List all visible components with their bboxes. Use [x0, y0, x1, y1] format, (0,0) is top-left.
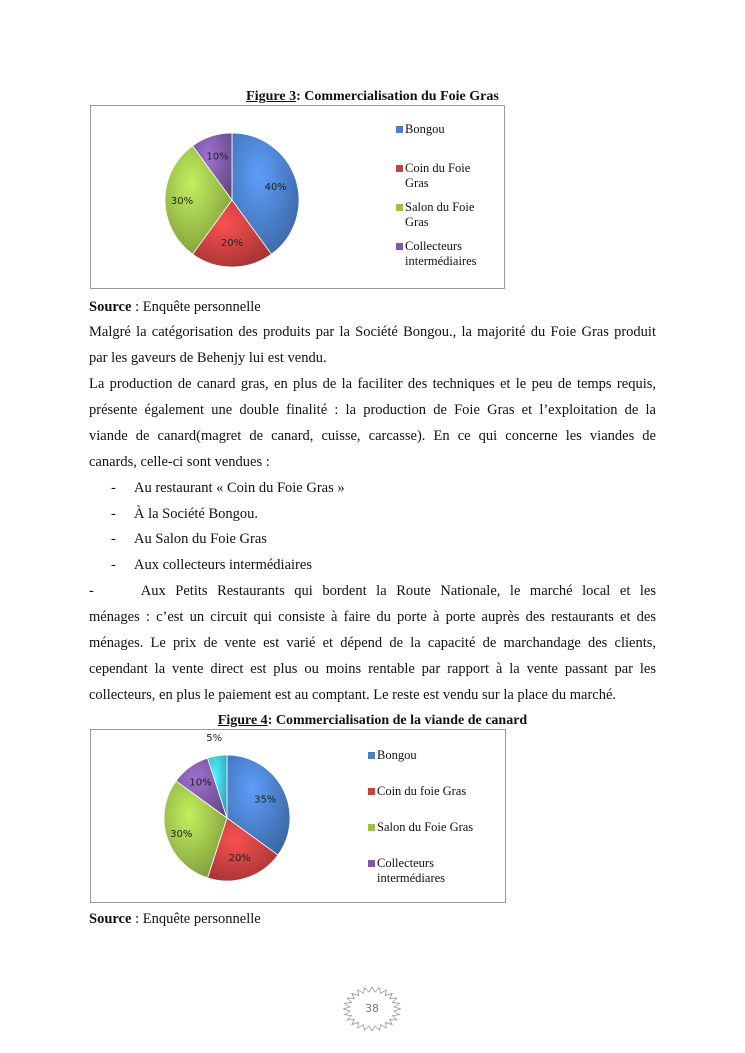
list-item-text: Au Salon du Foie Gras: [134, 531, 267, 547]
fig4-legend-label-4: Collecteurs intermédiares: [377, 856, 446, 885]
fig3-legend-swatch-4: [396, 243, 403, 250]
paragraph-3: [89, 578, 656, 708]
fig3-legend-entry-2: [396, 161, 506, 191]
page-number: 38: [365, 1002, 379, 1015]
figure-4-title-text: : Commercialisation de la viande de canard: [267, 713, 528, 728]
figure-4-chart: [90, 729, 506, 903]
fig4-data-label-3: 30%: [170, 828, 193, 840]
source-label: Source: [89, 299, 132, 315]
fig4-legend-swatch-2: [368, 788, 375, 795]
figure-4-source: [89, 911, 261, 928]
fig3-legend-entry-1: [396, 122, 506, 137]
figure-3-chart: [90, 105, 505, 289]
paragraph-line: canards, celle-ci sont vendues :: [89, 454, 270, 470]
list-item-text: Au restaurant « Coin du Foie Gras »: [134, 480, 345, 496]
page-number-badge: [341, 986, 403, 1032]
fig3-legend-entry-4: [396, 239, 506, 269]
paragraph-line: - Aux Petits Restaurants qui bordent la Route Nationale, le marché local et les: [89, 583, 656, 599]
fig4-legend-label-3: Salon du Foie Gras: [377, 820, 474, 834]
fig3-data-label-3: 30%: [170, 196, 194, 207]
fig4-legend-entry-2: [368, 784, 478, 799]
figure-4-title: [0, 713, 745, 729]
list-item-text: À la Société Bongou.: [134, 506, 259, 522]
fig4-data-label-5: 5%: [206, 733, 223, 744]
figure-3-label: Figure 3: [246, 89, 297, 104]
fig4-legend-entry-1: [368, 748, 478, 763]
source-text: : Enquête personnelle: [131, 911, 261, 927]
fig4-legend-swatch-4: [368, 860, 375, 867]
fig3-legend-label-2: Coin du Foie Gras: [405, 161, 471, 190]
figure-4-label: Figure 4: [217, 713, 268, 728]
figure-3-title-text: : Commercialisation du Foie Gras: [296, 89, 499, 104]
fig3-data-label-2: 20%: [220, 238, 244, 249]
fig4-legend-entry-4: [368, 856, 478, 886]
fig4-data-label-4: 10%: [189, 777, 212, 789]
source-label: Source: [89, 911, 132, 927]
fig4-legend-swatch-3: [368, 824, 375, 831]
figure-3-title: [0, 89, 745, 105]
fig3-legend-label-3: Salon du Foie Gras: [405, 200, 475, 229]
paragraph-line: cependant la vente direct est plus ou moins rentable par rapport à la vente passant par les: [89, 661, 656, 677]
paragraph-line: ménages : c’est un circuit qui consiste à faire du porte à porte auprès des restaurants et des: [89, 609, 656, 625]
paragraph-line: collecteurs, en plus le paiement est au comptant. Le reste est vendu sur la place du marché.: [89, 687, 617, 703]
fig4-data-label-1: 35%: [254, 794, 277, 806]
fig4-data-label-2: 20%: [228, 853, 251, 864]
fig4-legend-label-2: Coin du foie Gras: [377, 784, 467, 798]
list-item-text: Aux collecteurs intermédiaires: [134, 557, 312, 573]
fig4-legend-entry-3: [368, 820, 478, 835]
paragraph-2: [89, 371, 656, 475]
fig4-legend-swatch-1: [368, 752, 375, 759]
paragraph-line: ménages. Le prix de vente est varié et dépend de la capacité de marchandage des clients,: [89, 635, 656, 651]
paragraph-line: viande de canard(magret de canard, cuisse, carcasse). En ce qui concerne les viandes de: [89, 428, 656, 444]
source-text: : Enquête personnelle: [131, 299, 261, 315]
paragraph-line: par les gaveurs de Behenjy lui est vendu.: [89, 350, 327, 366]
paragraph-line: présente également une double finalité : la production de Foie Gras et l’exploitation de la: [89, 402, 656, 418]
fig3-legend-swatch-2: [396, 165, 403, 172]
fig3-data-label-4: 10%: [206, 151, 229, 163]
fig3-legend-swatch-3: [396, 204, 403, 211]
paragraph-line: Malgré la catégorisation des produits par la Société Bongou., la majorité du Foie Gras produit: [89, 324, 656, 340]
fig3-legend-label-4: Collecteurs intermédiaires: [405, 239, 477, 268]
fig4-legend-label-1: Bongou: [377, 748, 417, 762]
fig3-legend-entry-3: [396, 200, 506, 230]
fig3-data-label-1: 40%: [264, 181, 287, 193]
paragraph-line: La production de canard gras, en plus de la faciliter des techniques et le peu de temps requis,: [89, 376, 656, 392]
fig3-legend-swatch-1: [396, 126, 403, 133]
figure-3-source: [89, 299, 261, 316]
paragraph-1: [89, 319, 656, 371]
fig3-legend-label-1: Bongou: [405, 122, 445, 136]
